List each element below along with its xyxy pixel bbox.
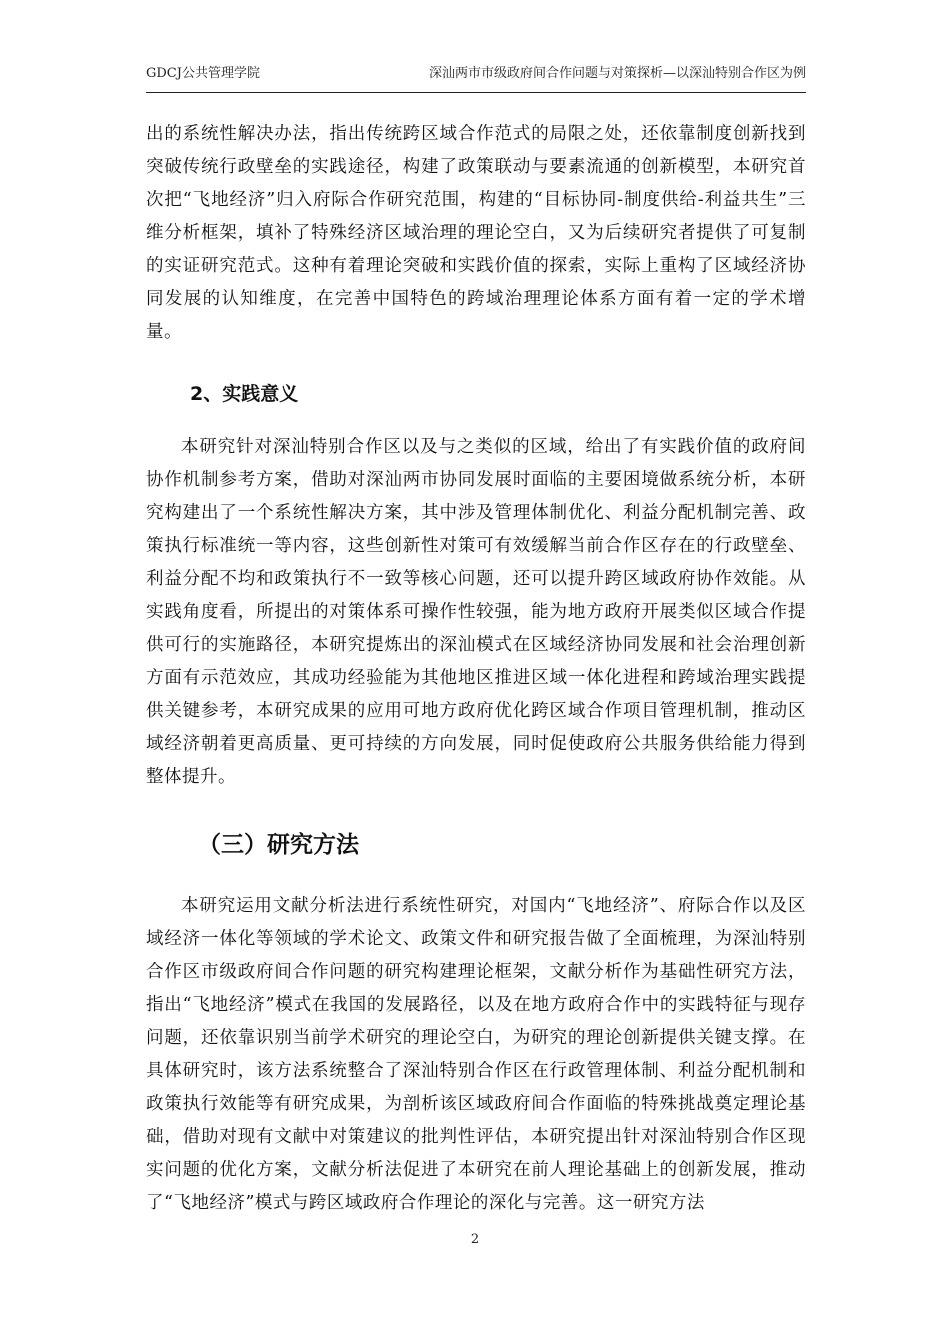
heading-practical-significance: 2、实践意义 <box>190 383 299 405</box>
header-institution: GDCJ公共管理学院 <box>146 66 260 81</box>
page-number: 2 <box>470 1232 480 1247</box>
paragraph-practical-significance: 本研究针对深汕特别合作区以及与之类似的区域，给出了有实践价值的政府间协作机制参考方案，借助对深汕两市协同发展时面临的主要困境做系统分析，本研究构建出了一个系统性解决方案，其中涉及管理体制优化、利益分配机制完善、政策执行标准统一等内容，这些创新性对策可有效缓解当前合作区存在的行政壁垒、利益分配不均和政策执行不一致等核心问题，还可以提升跨区域政府协作效能。从实践角度看，所提出的对策体系可操作性较强，能为地方政府开展类似区域合作提供可行的实施路径，本研究提炼出的深汕模式在区域经济协同发展和社会治理创新方面有示范效应，其成功经验能为其他地区推进区域一体化进程和跨域治理实践提供关键参考，本研究成果的应用可地方政府优化跨区域合作项目管理机制，推动区域经济朝着更高质量、更可持续的方向发展，同时促使政府公共服务供给能力得到整体提升。 <box>146 437 806 787</box>
page-body <box>146 118 806 1220</box>
heading-research-methods: （三）研究方法 <box>198 832 359 858</box>
header-divider <box>146 92 806 93</box>
page-header <box>146 62 806 90</box>
paragraph-research-methods: 本研究运用文献分析法进行系统性研究，对国内“飞地经济”、府际合作以及区域经济一体化等领域的学术论文、政策文件和研究报告做了全面梳理，为深汕特别合作区市级政府间合作问题的研究构建理论框架，文献分析作为基础性研究方法，指出“飞地经济”模式在我国的发展路径，以及在地方政府合作中的实践特征与现存问题，还依靠识别当前学术研究的理论空白，为研究的理论创新提供关键支撑。在具体研究时，该方法系统整合了深汕特别合作区在行政管理体制、利益分配机制和政策执行效能等有研究成果，为剖析该区域政府间合作面临的特殊挑战奠定理论基础，借助对现有文献中对策建议的批判性评估，本研究提出针对深汕特别合作区现实问题的优化方案，文献分析法促进了本研究在前人理论基础上的创新发展，推动了“飞地经济”模式与跨区域政府合作理论的深化与完善。这一研究方法 <box>146 896 806 1213</box>
header-title: 深汕两市市级政府间合作问题与对策探析—以深汕特别合作区为例 <box>428 66 806 81</box>
paragraph-theory-continued: 出的系统性解决办法，指出传统跨区域合作范式的局限之处，还依靠制度创新找到突破传统行政壁垒的实践途径，构建了政策联动与要素流通的创新模型，本研究首次把“飞地经济”归入府际合作研究范围，构建的“目标协同-制度供给-利益共生”三维分析框架，填补了特殊经济区域治理的理论空白，又为后续研究者提供了可复制的实证研究范式。这种有着理论突破和实践价值的探索，实际上重构了区域经济协同发展的认知维度，在完善中国特色的跨域治理理论体系方面有着一定的学术增量。 <box>146 124 806 342</box>
